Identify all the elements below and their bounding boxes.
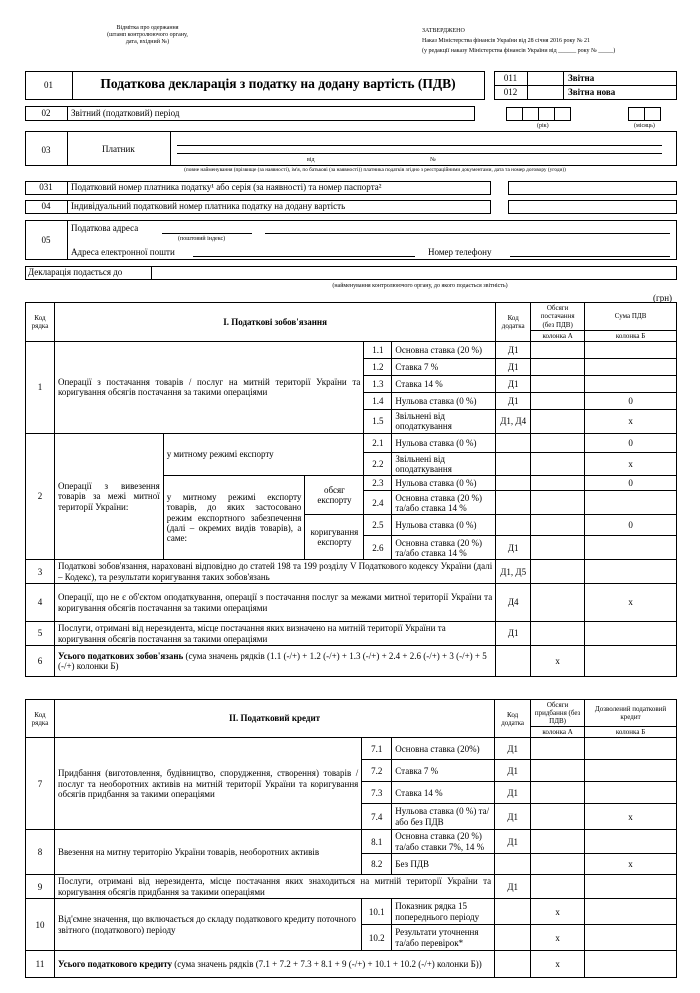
row-code: 04 xyxy=(41,201,51,211)
table-row xyxy=(26,875,677,899)
line-number: 7.1 xyxy=(362,738,392,760)
line-label: Нульова ставка (0 %) та/або без ПДВ xyxy=(392,804,495,830)
value-b[interactable]: x xyxy=(585,410,677,434)
period-label: Звітний (податковий) період xyxy=(71,108,180,118)
appendix-code xyxy=(495,951,531,978)
value-b[interactable] xyxy=(585,875,677,899)
row-text-rest: (сума значень рядків (1.1 (-/+) + 1.2 (-/+) + 1.3 (-/+) + 2.4 + 2.6 (-/+) + 3 (-/+) + 5 (-/+) колонки Б) xyxy=(57,650,487,672)
row-text: Від'ємне значення, що включається до складу податкового кредиту поточного звітного (податкового) періоду xyxy=(54,899,361,951)
value-a[interactable] xyxy=(531,804,585,830)
receipt-mark-line: дата, вхідний №) xyxy=(125,38,170,45)
row-code: 7 xyxy=(26,738,55,830)
col-b-label: колонка Б xyxy=(585,727,677,738)
line-number: 7.4 xyxy=(362,804,392,830)
line-label: Звільнені від оподаткування xyxy=(392,452,496,476)
receipt-mark-line: Відмітка про одержання xyxy=(116,25,179,31)
value-b[interactable]: x xyxy=(585,804,677,830)
row-code: 4 xyxy=(26,584,55,622)
value-a[interactable]: x xyxy=(531,925,585,951)
value-b[interactable] xyxy=(585,646,677,677)
value-a[interactable]: x xyxy=(531,899,585,925)
line-label: Нульова ставка (0 %) xyxy=(392,515,496,536)
row-text: Операції, що не є об'єктом оподаткування, операції з постачання послуг за межами митної території України та коригування обсягів постачання за такими операціями xyxy=(54,584,495,622)
value-b[interactable] xyxy=(585,830,677,854)
line-number: 7.3 xyxy=(362,782,392,804)
header-code: Код рядка xyxy=(26,303,55,342)
value-a[interactable] xyxy=(531,491,585,515)
col-a-label: колонка А xyxy=(531,331,585,342)
col-b-label: колонка Б xyxy=(585,331,677,342)
month-caption: (місяць) xyxy=(634,123,655,129)
value-a[interactable] xyxy=(531,359,585,376)
row-code: 03 xyxy=(41,145,51,155)
line-number: 1.1 xyxy=(364,342,392,359)
line-number: 1.5 xyxy=(364,410,392,434)
value-b[interactable]: 0 xyxy=(585,515,677,536)
line-number: 2.2 xyxy=(364,452,392,476)
appendix-code: Д1 xyxy=(495,760,531,782)
appendix-code: Д1 xyxy=(495,804,531,830)
line-label: Основна ставка (20%) xyxy=(392,738,495,760)
submit-label: Декларація подається до xyxy=(28,267,123,277)
header-dcode: Код додатка xyxy=(496,303,531,342)
value-a[interactable] xyxy=(531,476,585,491)
appendix-code: Д1 xyxy=(496,376,531,393)
row-code: 10 xyxy=(26,899,55,951)
value-b[interactable] xyxy=(585,560,677,584)
line-number: 8.1 xyxy=(362,830,392,854)
appendix-code: Д1 xyxy=(496,536,531,560)
code-011: 011 xyxy=(503,73,518,83)
value-a[interactable] xyxy=(531,830,585,854)
email-label: Адреса електронної пошти xyxy=(71,247,175,257)
appendix-code: Д1 xyxy=(495,782,531,804)
section2-title: ІІ. Податковий кредит xyxy=(54,700,494,738)
receipt-mark-line: (штамп контролюючого органу, xyxy=(107,31,188,38)
appendix-code xyxy=(496,491,531,515)
header-col-a: Обсяги придбання (без ПДВ) xyxy=(531,700,585,727)
value-a[interactable] xyxy=(531,393,585,410)
line-label: Показник рядка 15 попереднього періоду xyxy=(392,899,495,925)
value-b[interactable] xyxy=(585,925,677,951)
value-a[interactable] xyxy=(531,376,585,393)
row-text xyxy=(54,951,494,978)
section1-table xyxy=(25,302,677,677)
row-code: 01 xyxy=(44,80,53,90)
appendix-code: Д1 xyxy=(495,875,531,899)
row-code: 6 xyxy=(26,646,55,677)
value-b[interactable]: x xyxy=(585,452,677,476)
appendix-code xyxy=(495,854,531,875)
line-label: Ставка 7 % xyxy=(392,760,495,782)
value-b[interactable] xyxy=(585,342,677,359)
payer-caption: (повне найменування (прізвище (за наявності), ім'я, по батькові (за наявності)) платника податків згідно з реєстраційними документами, дата та номер договору (угоди)) xyxy=(184,167,566,173)
line-label: Основна ставка (20 %) xyxy=(392,342,496,359)
order-line: Наказ Міністерства фінансів України від 28 січня 2016 року № 21 xyxy=(422,37,590,44)
row-text xyxy=(54,646,495,677)
value-a[interactable] xyxy=(531,584,585,622)
value-b[interactable] xyxy=(585,760,677,782)
row-code: 1 xyxy=(26,342,55,434)
row-text: Ввезення на митну територію України товарів, необоротних активів xyxy=(54,830,361,875)
header-col-a xyxy=(531,303,585,331)
value-b[interactable]: 0 xyxy=(585,476,677,491)
table-row xyxy=(26,584,677,622)
year-field[interactable] xyxy=(507,107,571,121)
export-correction: коригування експорту xyxy=(305,515,364,560)
value-a[interactable] xyxy=(531,738,585,760)
line-label: Ставка 7 % xyxy=(392,359,496,376)
line-number: 1.3 xyxy=(364,376,392,393)
value-a[interactable] xyxy=(531,782,585,804)
line-number: 7.2 xyxy=(362,760,392,782)
line-label: Результати уточнення та/або перевірок* xyxy=(392,925,495,951)
row-code: 8 xyxy=(26,830,55,875)
code-012: 012 xyxy=(503,87,518,97)
payer-label: Платник xyxy=(102,144,135,154)
value-a[interactable] xyxy=(531,452,585,476)
row031-label: Податковий номер платника податку¹ або серія (за наявності) та номер паспорта² xyxy=(71,182,382,192)
value-b[interactable]: 0 xyxy=(585,433,677,452)
row-code: 9 xyxy=(26,875,55,899)
receipt-mark xyxy=(80,25,215,46)
row-text-rest: (сума значень рядків (7.1 + 7.2 + 7.3 + 8.1 + 9 (-/+) + 10.1 + 10.2 (-/+) колонки Б)) xyxy=(172,959,482,970)
table-row xyxy=(26,560,677,584)
appendix-code xyxy=(496,433,531,452)
value-b[interactable]: x xyxy=(585,584,677,622)
value-a[interactable] xyxy=(531,622,585,646)
line-label: Без ПДВ xyxy=(392,854,495,875)
tax-address-label: Податкова адреса xyxy=(71,223,139,233)
value-b[interactable] xyxy=(585,536,677,560)
declaration-title: Податкова декларація з податку на додану вартість (ПДВ) xyxy=(100,76,456,91)
value-a[interactable] xyxy=(531,854,585,875)
phone-label: Номер телефону xyxy=(428,247,492,257)
line-number: 2.5 xyxy=(364,515,392,536)
appendix-code: Д4 xyxy=(496,584,531,622)
appendix-code: Д1 xyxy=(496,393,531,410)
table-row xyxy=(26,342,677,359)
line-number: 2.4 xyxy=(364,491,392,515)
value-a[interactable] xyxy=(531,760,585,782)
value-a[interactable] xyxy=(531,342,585,359)
value-b[interactable] xyxy=(585,376,677,393)
appendix-code xyxy=(496,515,531,536)
header-col-b: Сума ПДВ xyxy=(585,303,677,331)
line-number: 2.6 xyxy=(364,536,392,560)
line-label: Основна ставка (20 %) та/або ставка 14 % xyxy=(392,536,496,560)
line-number: 8.2 xyxy=(362,854,392,875)
row-code: 2 xyxy=(26,433,55,560)
from-label: від xyxy=(307,157,315,163)
approved-label: ЗАТВЕРДЖЕНО xyxy=(422,28,465,34)
postal-caption: (поштовий індекс) xyxy=(178,236,226,242)
order-line: (у редакції наказу Міністерства фінансів України від ______ року № _____) xyxy=(422,47,616,54)
table-row xyxy=(26,738,677,760)
appendix-code xyxy=(495,899,531,925)
appendix-code xyxy=(496,476,531,491)
vat-number-field[interactable] xyxy=(508,200,677,214)
appendix-code: Д1, Д4 xyxy=(496,410,531,434)
appendix-code xyxy=(495,925,531,951)
currency-label: (грн) xyxy=(653,293,673,303)
value-b[interactable]: 0 xyxy=(585,393,677,410)
row-text: Операції з вивезення товарів за межі митної території України: xyxy=(54,433,163,560)
line-label: Основна ставка (20 %) та/або ставки 7%, 14 % xyxy=(392,830,495,854)
number-label: № xyxy=(430,157,436,163)
export-volume: обсяг експорту xyxy=(305,476,364,515)
value-a[interactable] xyxy=(531,433,585,452)
value-b[interactable] xyxy=(585,491,677,515)
value-b[interactable] xyxy=(585,782,677,804)
value-a[interactable] xyxy=(531,410,585,434)
line-number: 10.2 xyxy=(362,925,392,951)
value-b[interactable] xyxy=(585,622,677,646)
row-text: Послуги, отримані від нерезидента, місце постачання яких знаходиться на митній території України та коригування обсягів придбання за такими операціями xyxy=(54,875,494,899)
appendix-code: Д1 xyxy=(495,738,531,760)
label-report: Звітна xyxy=(568,73,595,83)
value-a[interactable]: x xyxy=(531,951,585,978)
approval-block xyxy=(422,28,692,55)
line-number: 1.4 xyxy=(364,393,392,410)
submit-caption: (найменування контролюючого органу, до якого подається звітність) xyxy=(332,283,508,289)
line-label: Ставка 14 % xyxy=(392,376,496,393)
value-a[interactable]: x xyxy=(531,646,585,677)
line-label: Ставка 14 % xyxy=(392,782,495,804)
value-a[interactable] xyxy=(531,536,585,560)
appendix-code xyxy=(496,646,531,677)
row-code: 3 xyxy=(26,560,55,584)
line-number: 2.3 xyxy=(364,476,392,491)
row-code: 02 xyxy=(41,108,51,118)
appendix-code: Д1, Д5 xyxy=(496,560,531,584)
value-b[interactable] xyxy=(585,899,677,925)
row-text-bold: Усього податкового кредиту xyxy=(57,959,173,970)
line-number: 10.1 xyxy=(362,899,392,925)
value-b[interactable] xyxy=(585,951,677,978)
appendix-code xyxy=(496,452,531,476)
row-code: 05 xyxy=(41,235,51,245)
line-number: 1.2 xyxy=(364,359,392,376)
appendix-code: Д1 xyxy=(495,830,531,854)
line-label: Нульова ставка (0 %) xyxy=(392,433,496,452)
header-code: Код рядка xyxy=(26,700,55,738)
line-label: Основна ставка (20 %) та/або ставка 14 % xyxy=(392,491,496,515)
table-row xyxy=(26,899,677,925)
header-col-a-text: Обсяги постачання (без ПДВ) xyxy=(540,304,575,329)
row-text: Податкові зобов'язання, нараховані відповідно до статей 198 та 199 розділу V Податкового кодексу України (далі – Кодекс), та результати коригування таких зобов'язань xyxy=(54,560,495,584)
section2-table xyxy=(25,699,677,978)
row-code: 031 xyxy=(39,182,53,192)
appendix-code: Д1 xyxy=(496,359,531,376)
value-b[interactable] xyxy=(585,738,677,760)
line-label: Нульова ставка (0 %) xyxy=(392,393,496,410)
header-dcode: Код додатка xyxy=(495,700,531,738)
value-a[interactable] xyxy=(531,875,585,899)
value-a[interactable] xyxy=(531,515,585,536)
row04-label: Індивідуальний податковий номер платника податку на додану вартість xyxy=(71,201,346,211)
export-regime: у митному режимі експорту xyxy=(163,433,364,476)
row-code: 5 xyxy=(26,622,55,646)
value-b[interactable] xyxy=(585,359,677,376)
table-row xyxy=(26,646,677,677)
appendix-code: Д1 xyxy=(496,622,531,646)
row-text: Операції з постачання товарів / послуг на митній території України та коригування обсягів постачання за такими операціями xyxy=(54,342,363,434)
table-row xyxy=(26,830,677,854)
export-other: у митному режимі експорту товарів, до яких застосовано режим експортного забезпечення (далі – окремих видів товарів), а саме: xyxy=(163,476,305,560)
submit-box xyxy=(25,266,677,280)
row-text: Послуги, отримані від нерезидента, місце постачання яких визначено на митній території України та коригування обсягів постачання за такими операціями xyxy=(54,622,495,646)
month-field[interactable] xyxy=(629,107,661,121)
appendix-code: Д1 xyxy=(496,342,531,359)
section1-title: І. Податкові зобов'язання xyxy=(54,303,495,342)
value-a[interactable] xyxy=(531,560,585,584)
header-col-b: Дозволений податковий кредит xyxy=(585,700,677,727)
value-b[interactable]: x xyxy=(585,854,677,875)
tax-number-field[interactable] xyxy=(508,181,677,195)
table-row xyxy=(26,951,677,978)
table-row xyxy=(26,622,677,646)
col-a-label: колонка А xyxy=(531,727,585,738)
year-caption: (рік) xyxy=(537,123,549,129)
row-text: Придбання (виготовлення, будівництво, спорудження, створення) товарів / послуг та необоротних активів на митній території України та коригування обсягів придбання за такими операціями xyxy=(54,738,361,830)
line-label: Нульова ставка (0 %) xyxy=(392,476,496,491)
line-number: 2.1 xyxy=(364,433,392,452)
line-label: Звільнені від оподаткування xyxy=(392,410,496,434)
table-row xyxy=(26,433,677,452)
row-text-bold: Усього податкових зобов'язань xyxy=(57,650,184,661)
label-report-new: Звітна нова xyxy=(568,87,616,97)
row-code: 11 xyxy=(26,951,55,978)
